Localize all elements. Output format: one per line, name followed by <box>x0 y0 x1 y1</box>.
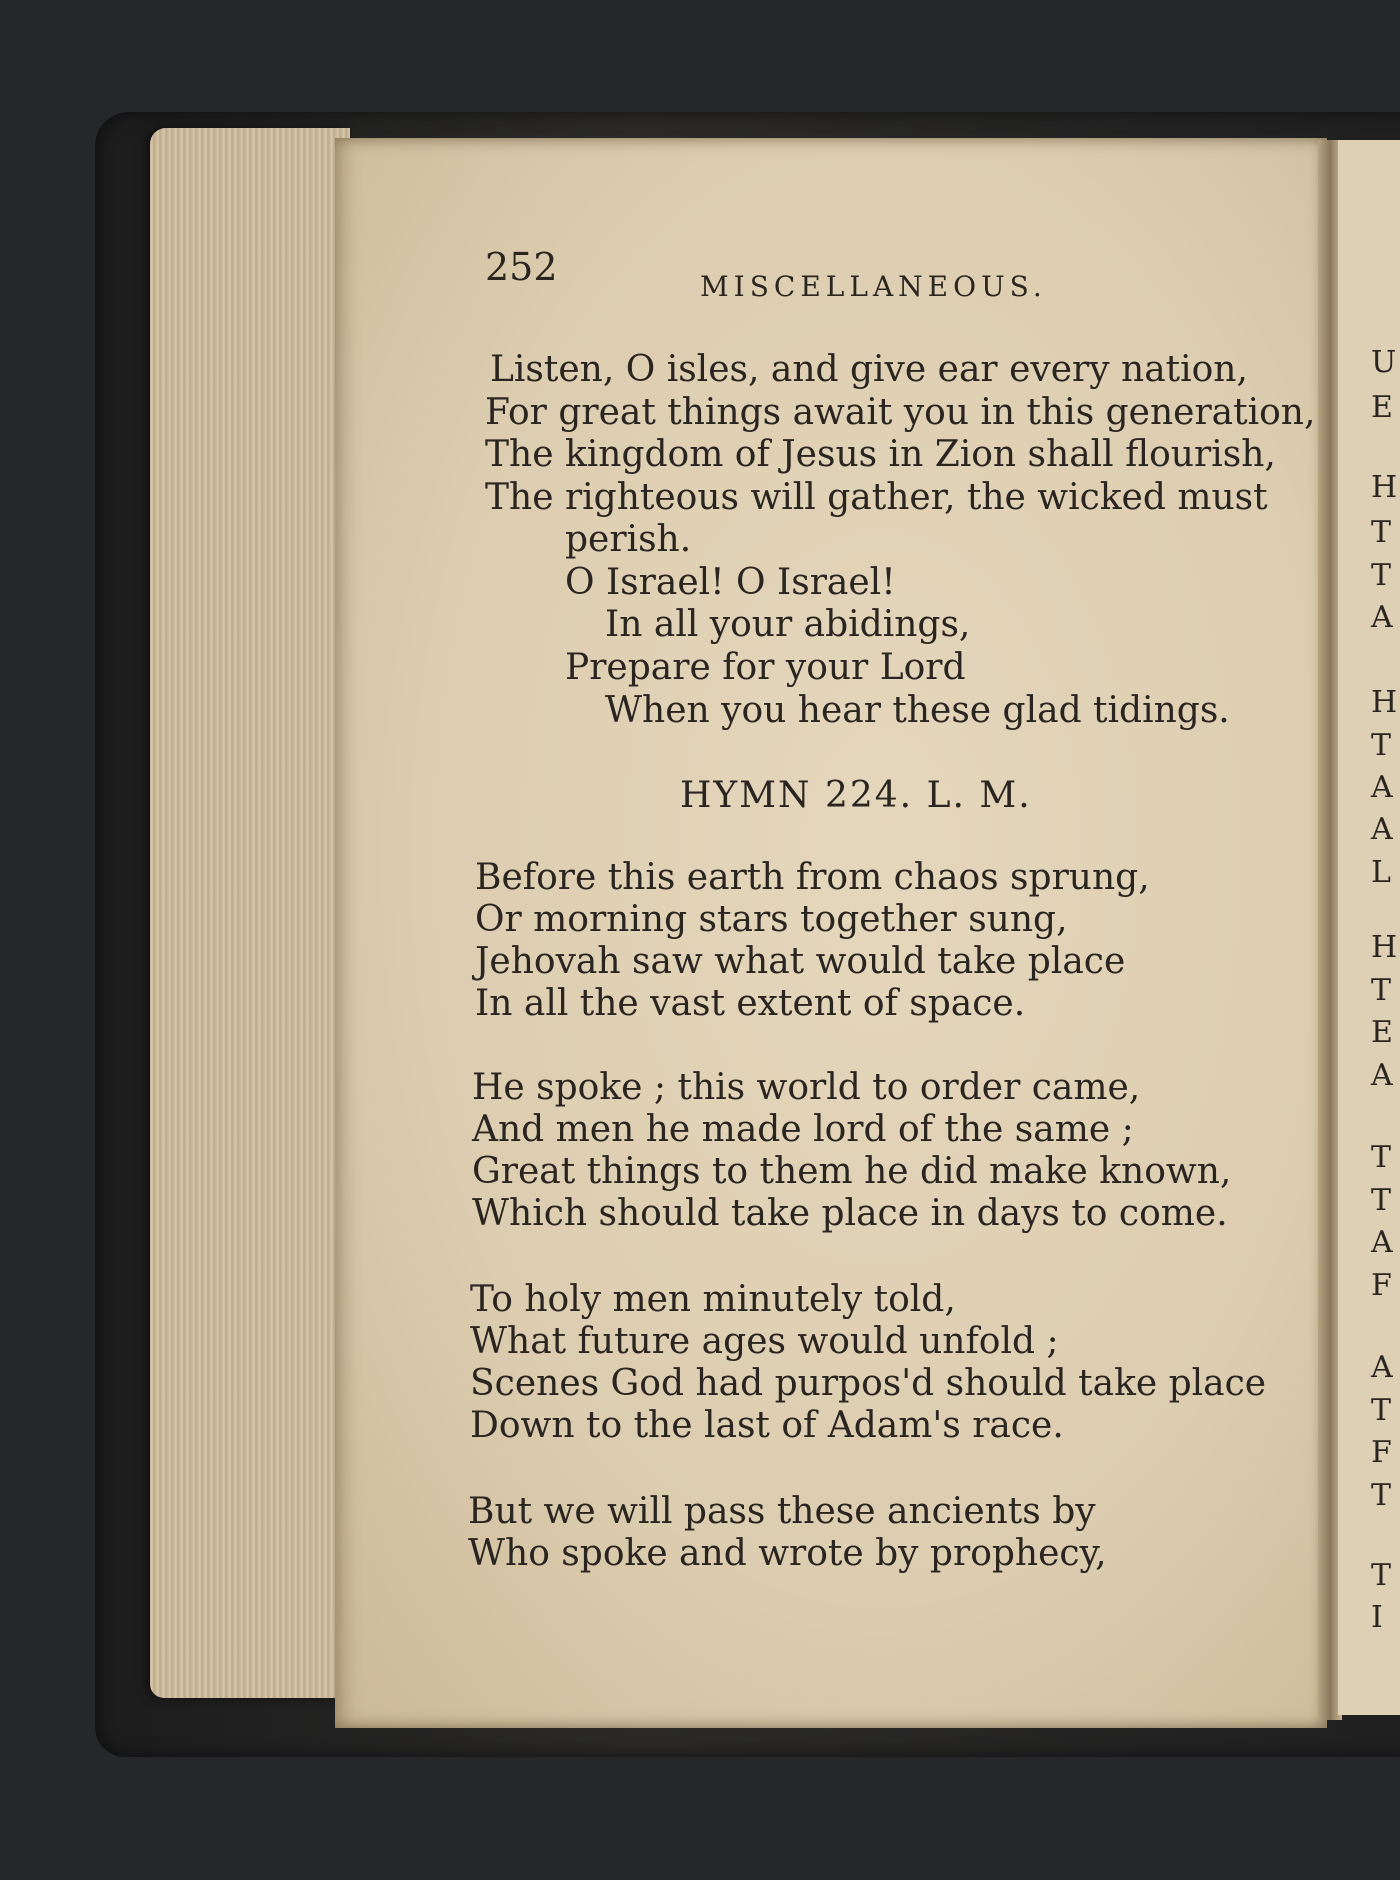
right-page-letter: T <box>1371 558 1392 593</box>
right-page-letter: A <box>1371 770 1393 805</box>
verse-line: When you hear these glad tidings. <box>605 690 1230 731</box>
right-page-letter: F <box>1371 1435 1392 1470</box>
stanza-line: Who spoke and wrote by prophecy, <box>468 1533 1107 1574</box>
running-head: MISCELLANEOUS. <box>700 270 1047 303</box>
right-page-letter: H <box>1371 685 1398 720</box>
right-page-letter: L <box>1371 855 1391 890</box>
hymn-title: HYMN 224. L. M. <box>680 775 1032 816</box>
stanza-line: He spoke ; this world to order came, <box>472 1067 1141 1108</box>
right-page-letter: A <box>1371 600 1393 635</box>
stanza-line: What future ages would unfold ; <box>470 1321 1059 1362</box>
right-page-letter: E <box>1371 390 1393 425</box>
right-page-letter: F <box>1371 1268 1392 1303</box>
stanza-line: To holy men minutely told, <box>470 1279 956 1320</box>
right-page-letter: T <box>1371 515 1392 550</box>
verse-line: The righteous will gather, the wicked must <box>485 477 1268 518</box>
right-page-letter: A <box>1371 1058 1393 1093</box>
verse-line: For great things await you in this generation, <box>485 392 1316 433</box>
verse-line: perish. <box>565 519 692 560</box>
stanza-line: Great things to them he did make known, <box>472 1151 1232 1192</box>
right-page-letter: I <box>1371 1600 1383 1635</box>
stanza-line: In all the vast extent of space. <box>475 983 1026 1024</box>
verse-line: The kingdom of Jesus in Zion shall flourish, <box>485 434 1276 475</box>
right-page-letter: T <box>1371 1140 1392 1175</box>
stanza-line: Which should take place in days to come. <box>472 1193 1228 1234</box>
right-page-letter: T <box>1371 973 1392 1008</box>
stanza-line: Jehovah saw what would take place <box>475 941 1126 982</box>
right-page-letter: T <box>1371 1478 1392 1513</box>
page-edges <box>150 128 350 1698</box>
stanza-line: Down to the last of Adam's race. <box>470 1405 1064 1446</box>
verse-line: O Israel! O Israel! <box>565 562 896 603</box>
right-page-letter: H <box>1371 930 1398 965</box>
stanza-line: Before this earth from chaos sprung, <box>475 857 1150 898</box>
page-number: 252 <box>485 245 558 289</box>
right-page-letter: A <box>1371 1350 1393 1385</box>
right-page-edge <box>1338 140 1400 1715</box>
stanza-line: And men he made lord of the same ; <box>472 1109 1134 1150</box>
stanza-line: Scenes God had purpos'd should take place <box>470 1363 1267 1404</box>
verse-line: In all your abidings, <box>605 604 971 645</box>
right-page-letter: A <box>1371 1225 1393 1260</box>
verse-line: Listen, O isles, and give ear every nation, <box>490 349 1248 390</box>
right-page-letter: T <box>1371 1183 1392 1218</box>
right-page-letter: T <box>1371 1393 1392 1428</box>
right-page-letter: E <box>1371 1015 1393 1050</box>
right-page-letter: T <box>1371 728 1392 763</box>
stanza-line: But we will pass these ancients by <box>468 1491 1096 1532</box>
right-page-letter: T <box>1371 1558 1392 1593</box>
right-page-letter: U <box>1371 345 1397 380</box>
verse-line: Prepare for your Lord <box>565 647 966 688</box>
right-page-letter: A <box>1371 812 1393 847</box>
right-page-letter: H <box>1371 470 1398 505</box>
stanza-line: Or morning stars together sung, <box>475 899 1068 940</box>
